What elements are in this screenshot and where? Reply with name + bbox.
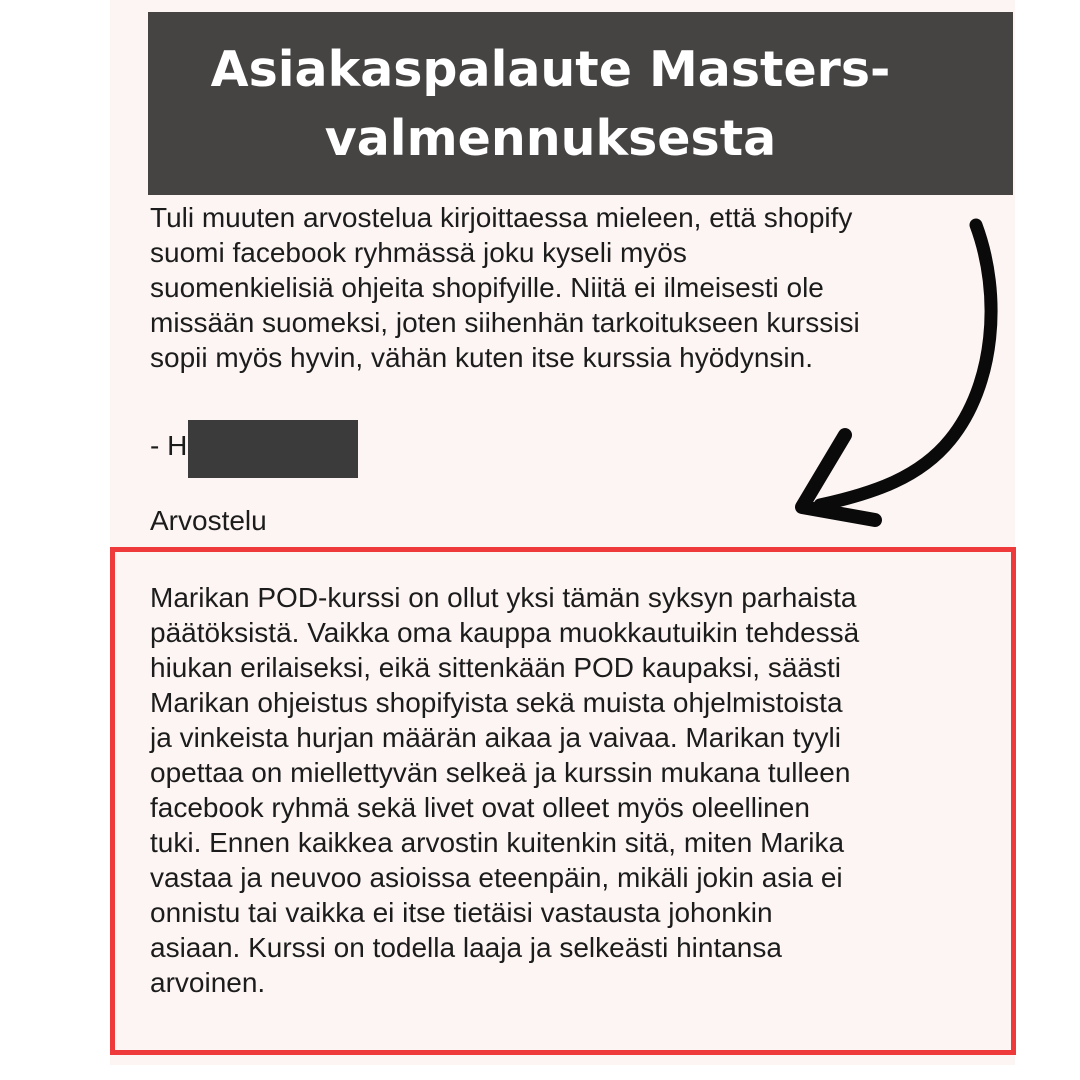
reviewer-signature: - H — [150, 430, 188, 461]
title-line-2: valmennuksesta — [324, 109, 777, 167]
highlighted-review-text: Marikan POD-kurssi on ollut yksi tämän syksyn parhaista päätöksistä. Vaikka oma kauppa muokkautuikin tehdessä hiukan erilaiseksi, eikä sittenkään POD kaupaksi, säästi Marikan ohjeistus shopifyista sekä muista ohjelmistoista ja vinkeista hurjan määrän aikaa ja vaivaa. Marikan tyyli opettaa on miellettyvän selkeä ja kurssin mukana tulleen facebook ryhmä sekä livet ovat olleet myös oleellinen tuki. Ennen kaikkea arvostin kuitenkin sitä, miten Marika vastaa ja neuvoo asioissa eteenpäin, mikäli jokin asia ei onnistu tai vaikka ei itse tietäisi vastausta johonkin asiaan. Kurssi on todella laaja ja selkeästi hintansa arvoinen. — [150, 582, 860, 998]
title-banner — [148, 12, 1013, 195]
title — [171, 35, 931, 173]
curved-arrow-icon — [780, 215, 1010, 535]
redacted-name-block — [188, 420, 358, 478]
section-label-review: Arvostelu — [150, 505, 267, 536]
review-intro-text: Tuli muuten arvostelua kirjoittaessa mieleen, että shopify suomi facebook ryhmässä joku kyseli myös suomenkielisiä ohjeita shopifyille. Niitä ei ilmeisesti ole missään suomeksi, joten siihenhän tarkoitukseen kurssisi sopii myös hyvin, vähän kuten itse kurssia hyödynsin. — [150, 202, 860, 373]
title-line-1: Asiakaspalaute Masters- — [210, 40, 891, 98]
